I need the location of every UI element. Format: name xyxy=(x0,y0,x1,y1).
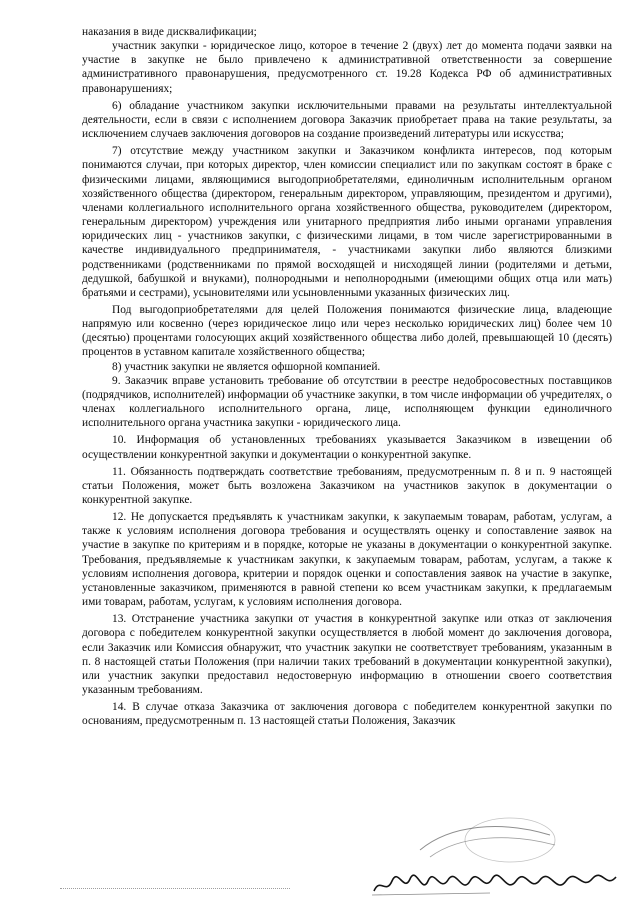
page-footer xyxy=(60,871,620,899)
paragraph-1: наказания в виде дисквалификации; xyxy=(82,26,257,38)
paragraph-7: 9. Заказчик вправе установить требование об отсутствии в реестре недобросовестных поставщиков (подрядчиков, исполнителей) информации об участнике закупки, в том числе информации об учредителях, о членах коллегиального исполнительного органа, лице, исполняющем функции единоличного исполнительного органа участника закупки - юридического лица. xyxy=(82,374,612,430)
paragraph-10: 12. Не допускается предъявлять к участникам закупки, к закупаемым товарам, работам, услугам, а также к условиям исполнения договора требования и осуществлять оценку и сопоставление заявок на участие в закупке по критериям и в порядке, которые не указаны в документации о конкурентной закупке. Требования, предъявляемые к участникам закупки, к закупаемым товарам, работам, услугам, а также к условиям исполнения договора, критерии и порядок оценки и сопоставления заявок на участие в закупке, установленные заказчиком, применяются в равной степени ко всем участникам закупки, к предлагаемым ими товарам, работам, услугам, к условиям исполнения договора. xyxy=(82,511,612,609)
paragraph-5: Под выгодоприобретателями для целей Положения понимаются физические лица, владеющие напрямую или косвенно (через юридическое лицо или через несколько юридических лиц) более чем 10 (десятью) процентами голосующих акций хозяйственного общества либо долей, превышающей 10 (десять) процентов в уставном капитале хозяйственного общества; xyxy=(82,303,612,359)
handwritten-signature xyxy=(370,871,620,899)
document-body xyxy=(82,25,612,729)
paragraph-9: 11. Обязанность подтверждать соответствие требованиям, предусмотренным п. 8 и п. 9 настоящей статьи Положения, может быть возложена Заказчиком на участников закупок в документации о конкурентной закупке. xyxy=(82,465,612,506)
paragraph-8: 10. Информация об установленных требованиях указывается Заказчиком в извещении об осуществлении конкурентной закупки и документации о конкурентной закупке. xyxy=(82,434,612,461)
paragraph-6: 8) участник закупки не является офшорной компанией. xyxy=(112,360,381,373)
paragraph-4: 7) отсутствие между участником закупки и Заказчиком конфликта интересов, под которым понимаются случаи, при которых директор, член комиссии специалист или по закупкам состоят в браке с физическими лицами, являющимися выгодоприобретателями, единоличным исполнительным органом хозяйственного общества (директором, генеральным директором, управляющим, президентом и другими), членами коллегиального исполнительного органа хозяйственного общества, руководителем (директором, генеральным директором) учреждения или унитарного предприятия либо иными органами управления юридических лиц - участников закупки, с физическими лицами, в том числе зарегистрированными в качестве индивидуального предпринимателя, - участниками закупки либо являются близкими родственниками (родственниками по прямой восходящей и нисходящей линии (родителями и детьми, дедушкой, бабушкой и внуками), полнородными и неполнородными (имеющими общих отца или мать) братьями и сестрами), усыновителями или усыновленными указанных физических лиц. xyxy=(82,145,612,299)
stamp-mark xyxy=(360,805,560,875)
paragraph-12: 14. В случае отказа Заказчика от заключения договора с победителем конкурентной закупки по основаниям, предусмотренным п. 13 настоящей статьи Положения, Заказчик xyxy=(82,701,612,728)
paragraph-3: 6) обладание участником закупки исключительными правами на результаты интеллектуальной деятельности, если в связи с исполнением договора Заказчик приобретает права на такие результаты, за исключением случаев заключения договоров на создание произведений литературы или искусства; xyxy=(82,99,612,141)
paragraph-2: участник закупки - юридическое лицо, которое в течение 2 (двух) лет до момента подачи заявки на участие в закупке не было привлечено к административной ответственности за совершение административного правонарушения, предусмотренного ст. 19.28 Кодекса РФ об административных правонарушениях; xyxy=(82,40,612,95)
paragraph-11: 13. Отстранение участника закупки от участия в конкурентной закупке или отказ от заключения договора с победителем конкурентной закупки осуществляется в любой момент до заключения договора, если Заказчик или Комиссия обнаружит, что участник закупки не соответствует требованиям, указанным в п. 8 настоящей статьи Положения (при наличии таких требований в документации конкурентной закупки), или участник закупки предоставил недостоверную информацию в отношении своего соответствия указанным требованиям. xyxy=(82,613,612,697)
footer-dotted-line xyxy=(60,888,290,889)
